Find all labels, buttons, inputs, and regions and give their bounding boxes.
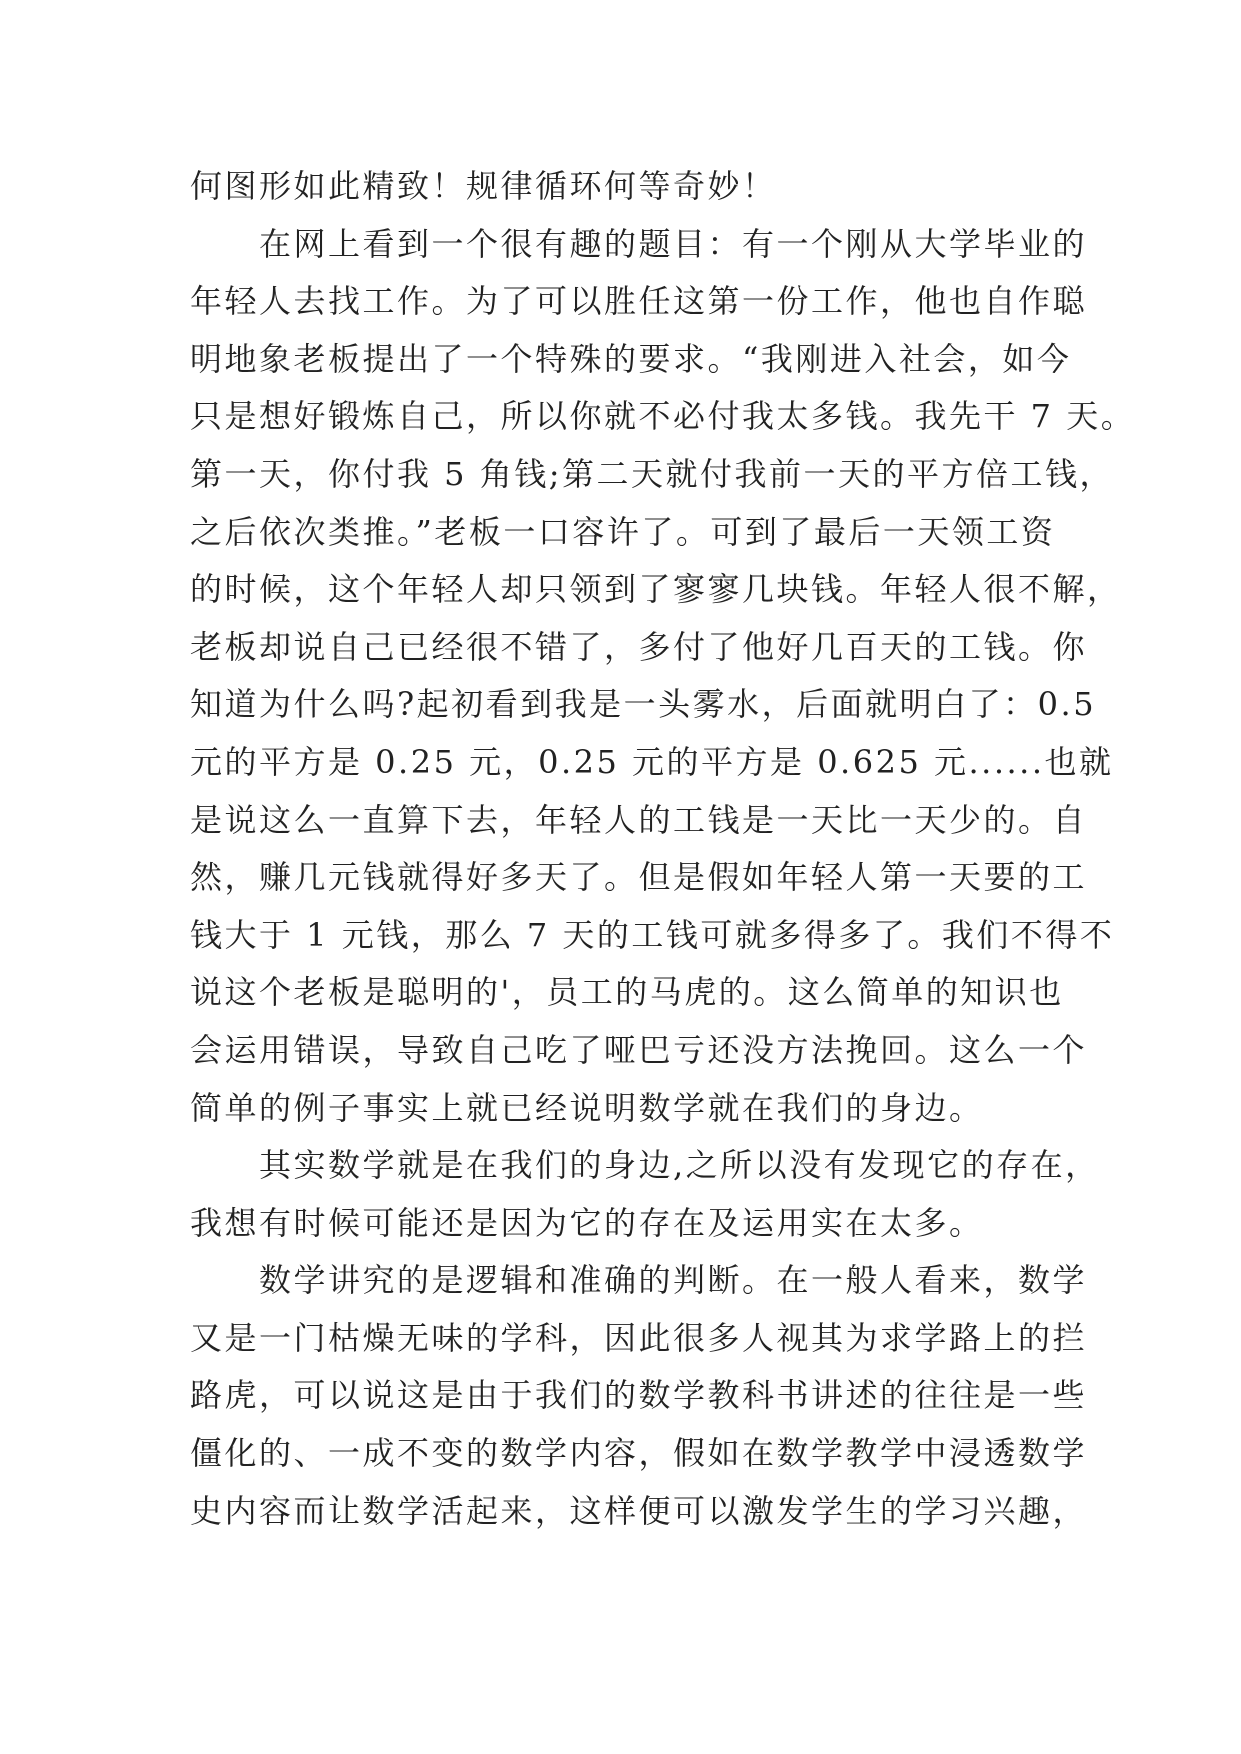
text-line: 只是想好锻炼自己，所以你就不必付我太多钱。我先干 7 天。: [190, 397, 1136, 436]
text-line: 钱大于 1 元钱，那么 7 天的工钱可就多得多了。我们不得不: [190, 915, 1115, 954]
document-body-text: [190, 158, 1136, 1540]
text-line: 其实数学就是在我们的身边,之所以没有发现它的存在，: [190, 1146, 1100, 1185]
text-line: 的时候，这个年轻人却只领到了寥寥几块钱。年轻人很不解，: [190, 570, 1122, 609]
text-line: 我想有时候可能还是因为它的存在及运用实在太多。: [190, 1203, 984, 1242]
text-line: 数学讲究的是逻辑和准确的判断。在一般人看来，数学: [190, 1261, 1088, 1300]
text-line: 又是一门枯燥无味的学科，因此很多人视其为求学路上的拦: [190, 1318, 1088, 1357]
text-line: 年轻人去找工作。为了可以胜任这第一份工作，他也自作聪: [190, 282, 1088, 321]
text-line: 何图形如此精致！规律循环何等奇妙！: [190, 167, 777, 205]
text-line: 在网上看到一个很有趣的题目：有一个刚从大学毕业的: [190, 224, 1088, 263]
text-line: 明地象老板提出了一个特殊的要求。“我刚进入社会，如今: [190, 339, 1072, 378]
text-line: 会运用错误，导致自己吃了哑巴亏还没方法挽回。这么一个: [190, 1030, 1088, 1069]
text-line: 第一天，你付我 5 角钱;第二天就付我前一天的平方倍工钱，: [190, 454, 1114, 493]
text-line: 说这个老板是聪明的'，员工的马虎的。这么简单的知识也: [190, 973, 1064, 1012]
text-line: 之后依次类推。”老板一口容许了。可到了最后一天领工资: [190, 512, 1056, 551]
text-line: 知道为什么吗?起初看到我是一头雾水，后面就明白了：0.5: [190, 685, 1097, 724]
text-line: 然，赚几元钱就得好多天了。但是假如年轻人第一天要的工: [190, 858, 1088, 897]
text-line: 简单的例子事实上就已经说明数学就在我们的身边。: [190, 1088, 984, 1127]
text-line: 僵化的、一成不变的数学内容，假如在数学教学中浸透数学: [190, 1434, 1088, 1473]
text-line: 是说这么一直算下去，年轻人的工钱是一天比一天少的。自: [190, 800, 1088, 839]
text-line: 路虎，可以说这是由于我们的数学教科书讲述的往往是一些: [190, 1376, 1088, 1415]
text-line: 史内容而让数学活起来，这样便可以激发学生的学习兴趣，: [190, 1491, 1088, 1530]
text-line: 元的平方是 0.25 元，0.25 元的平方是 0.625 元......也就: [190, 742, 1114, 781]
text-line: 老板却说自己已经很不错了，多付了他好几百天的工钱。你: [190, 627, 1088, 666]
